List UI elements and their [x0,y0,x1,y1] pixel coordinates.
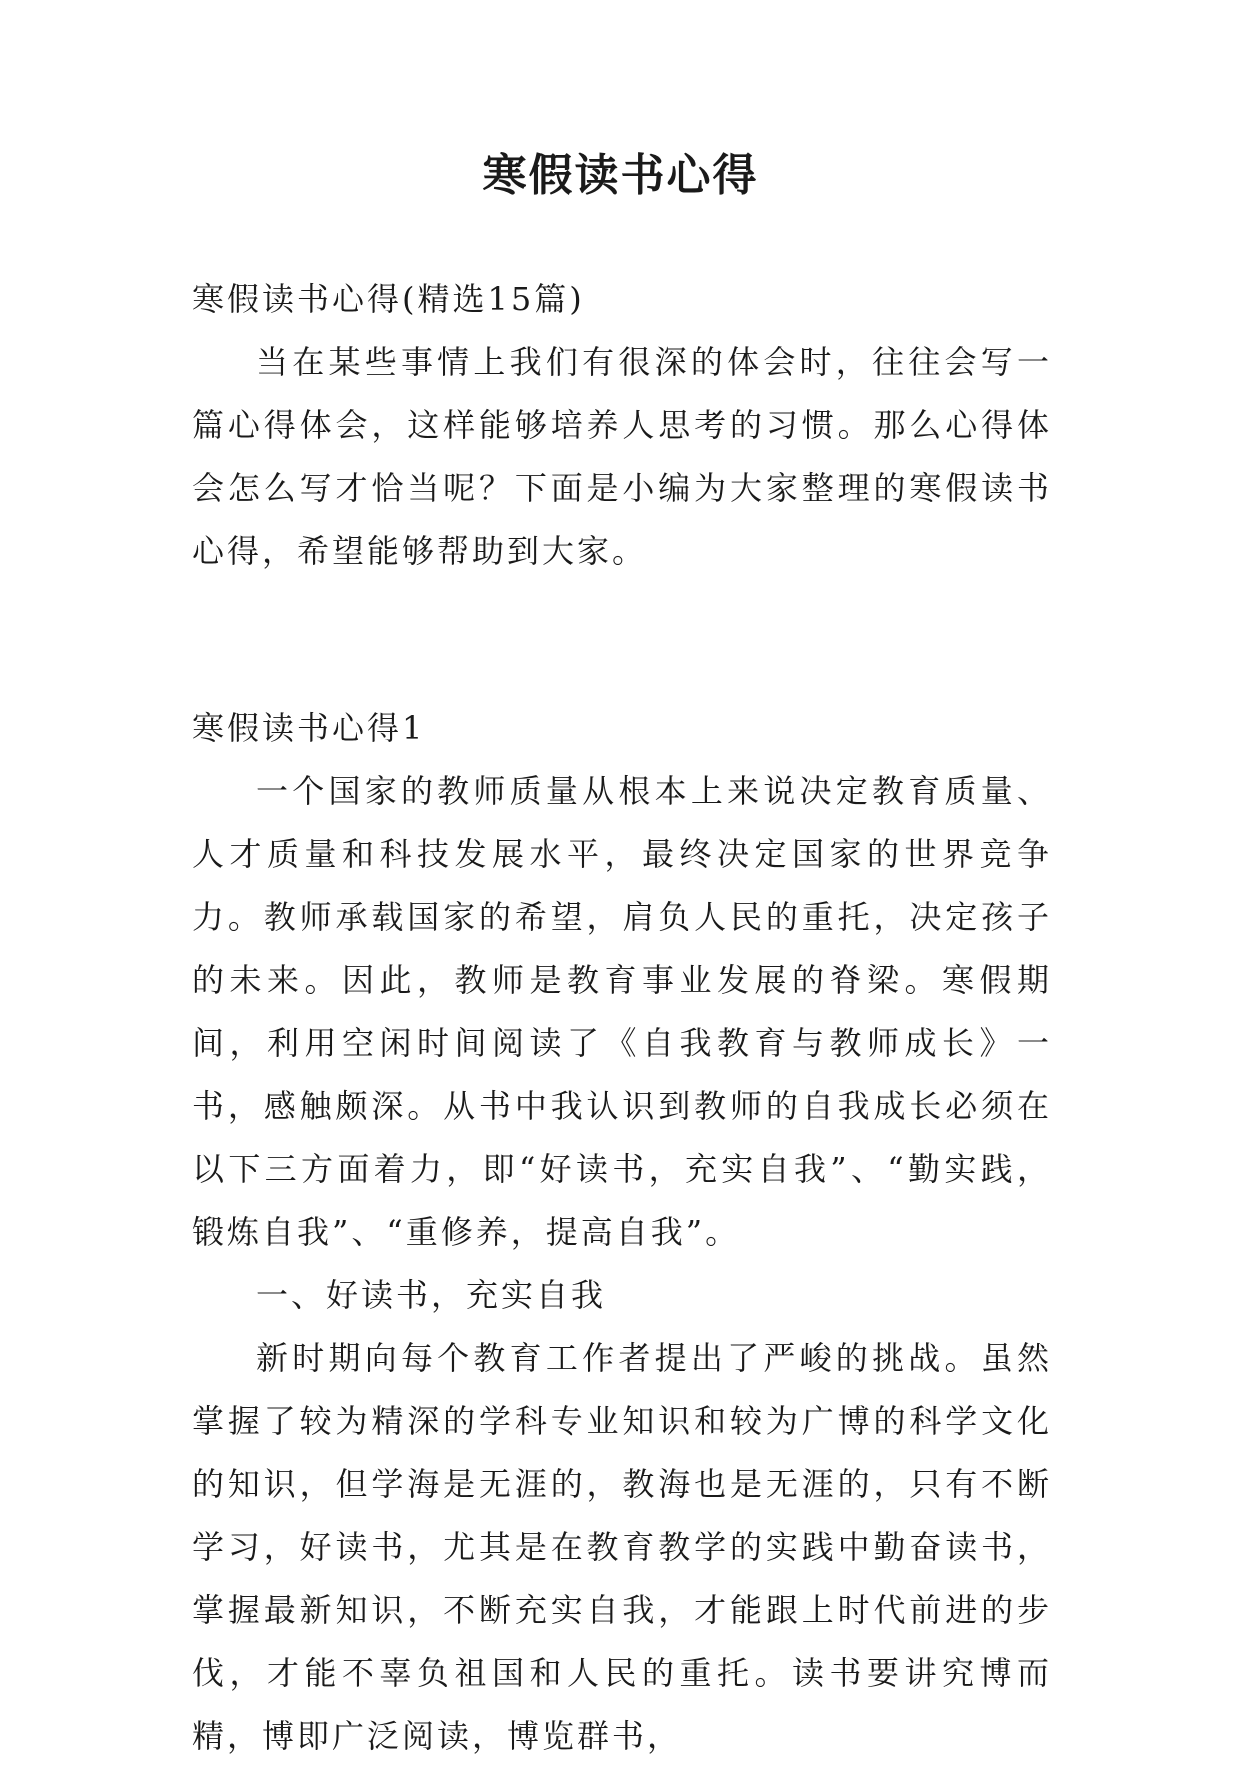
intro-block [192,268,1052,583]
document-title: 寒假读书心得 [482,150,759,201]
body-paragraph: 一个国家的教师质量从根本上来说决定教育质量、人才质量和科技发展水平，最终决定国家的世界竞争力。教师承载国家的希望，肩负人民的重托，决定孩子的未来。因此，教师是教育事业发展的脊梁。寒假期间，利用空闲时间阅读了《自我教育与教师成长》一书，感触颇深。从书中我认识到教师的自我成长必须在以下三方面着力，即“好读书，充实自我”、“勤实践，锻炼自我”、“重修养，提高自我”。 [192,772,1052,1251]
document-subtitle: 寒假读书心得(精选15篇) [192,280,585,318]
body-paragraph: 新时期向每个教育工作者提出了严峻的挑战。虽然掌握了较为精深的学科专业知识和较为广博的科学文化的知识，但学海是无涯的，教海也是无涯的，只有不断学习，好读书，尤其是在教育教学的实践中勤奋读书，掌握最新知识，不断充实自我，才能跟上时代前进的步伐，才能不辜负祖国和人民的重托。读书要讲究博而精，博即广泛阅读，博览群书， [192,1339,1052,1755]
intro-paragraph: 当在某些事情上我们有很深的体会时，往往会写一篇心得体会，这样能够培养人思考的习惯。那么心得体会怎么写才恰当呢？下面是小编为大家整理的寒假读书心得，希望能够帮助到大家。 [192,343,1052,570]
section-heading: 寒假读书心得1 [192,709,426,747]
point-heading: 一、好读书，充实自我 [256,1276,607,1314]
section-block [192,697,1052,1768]
